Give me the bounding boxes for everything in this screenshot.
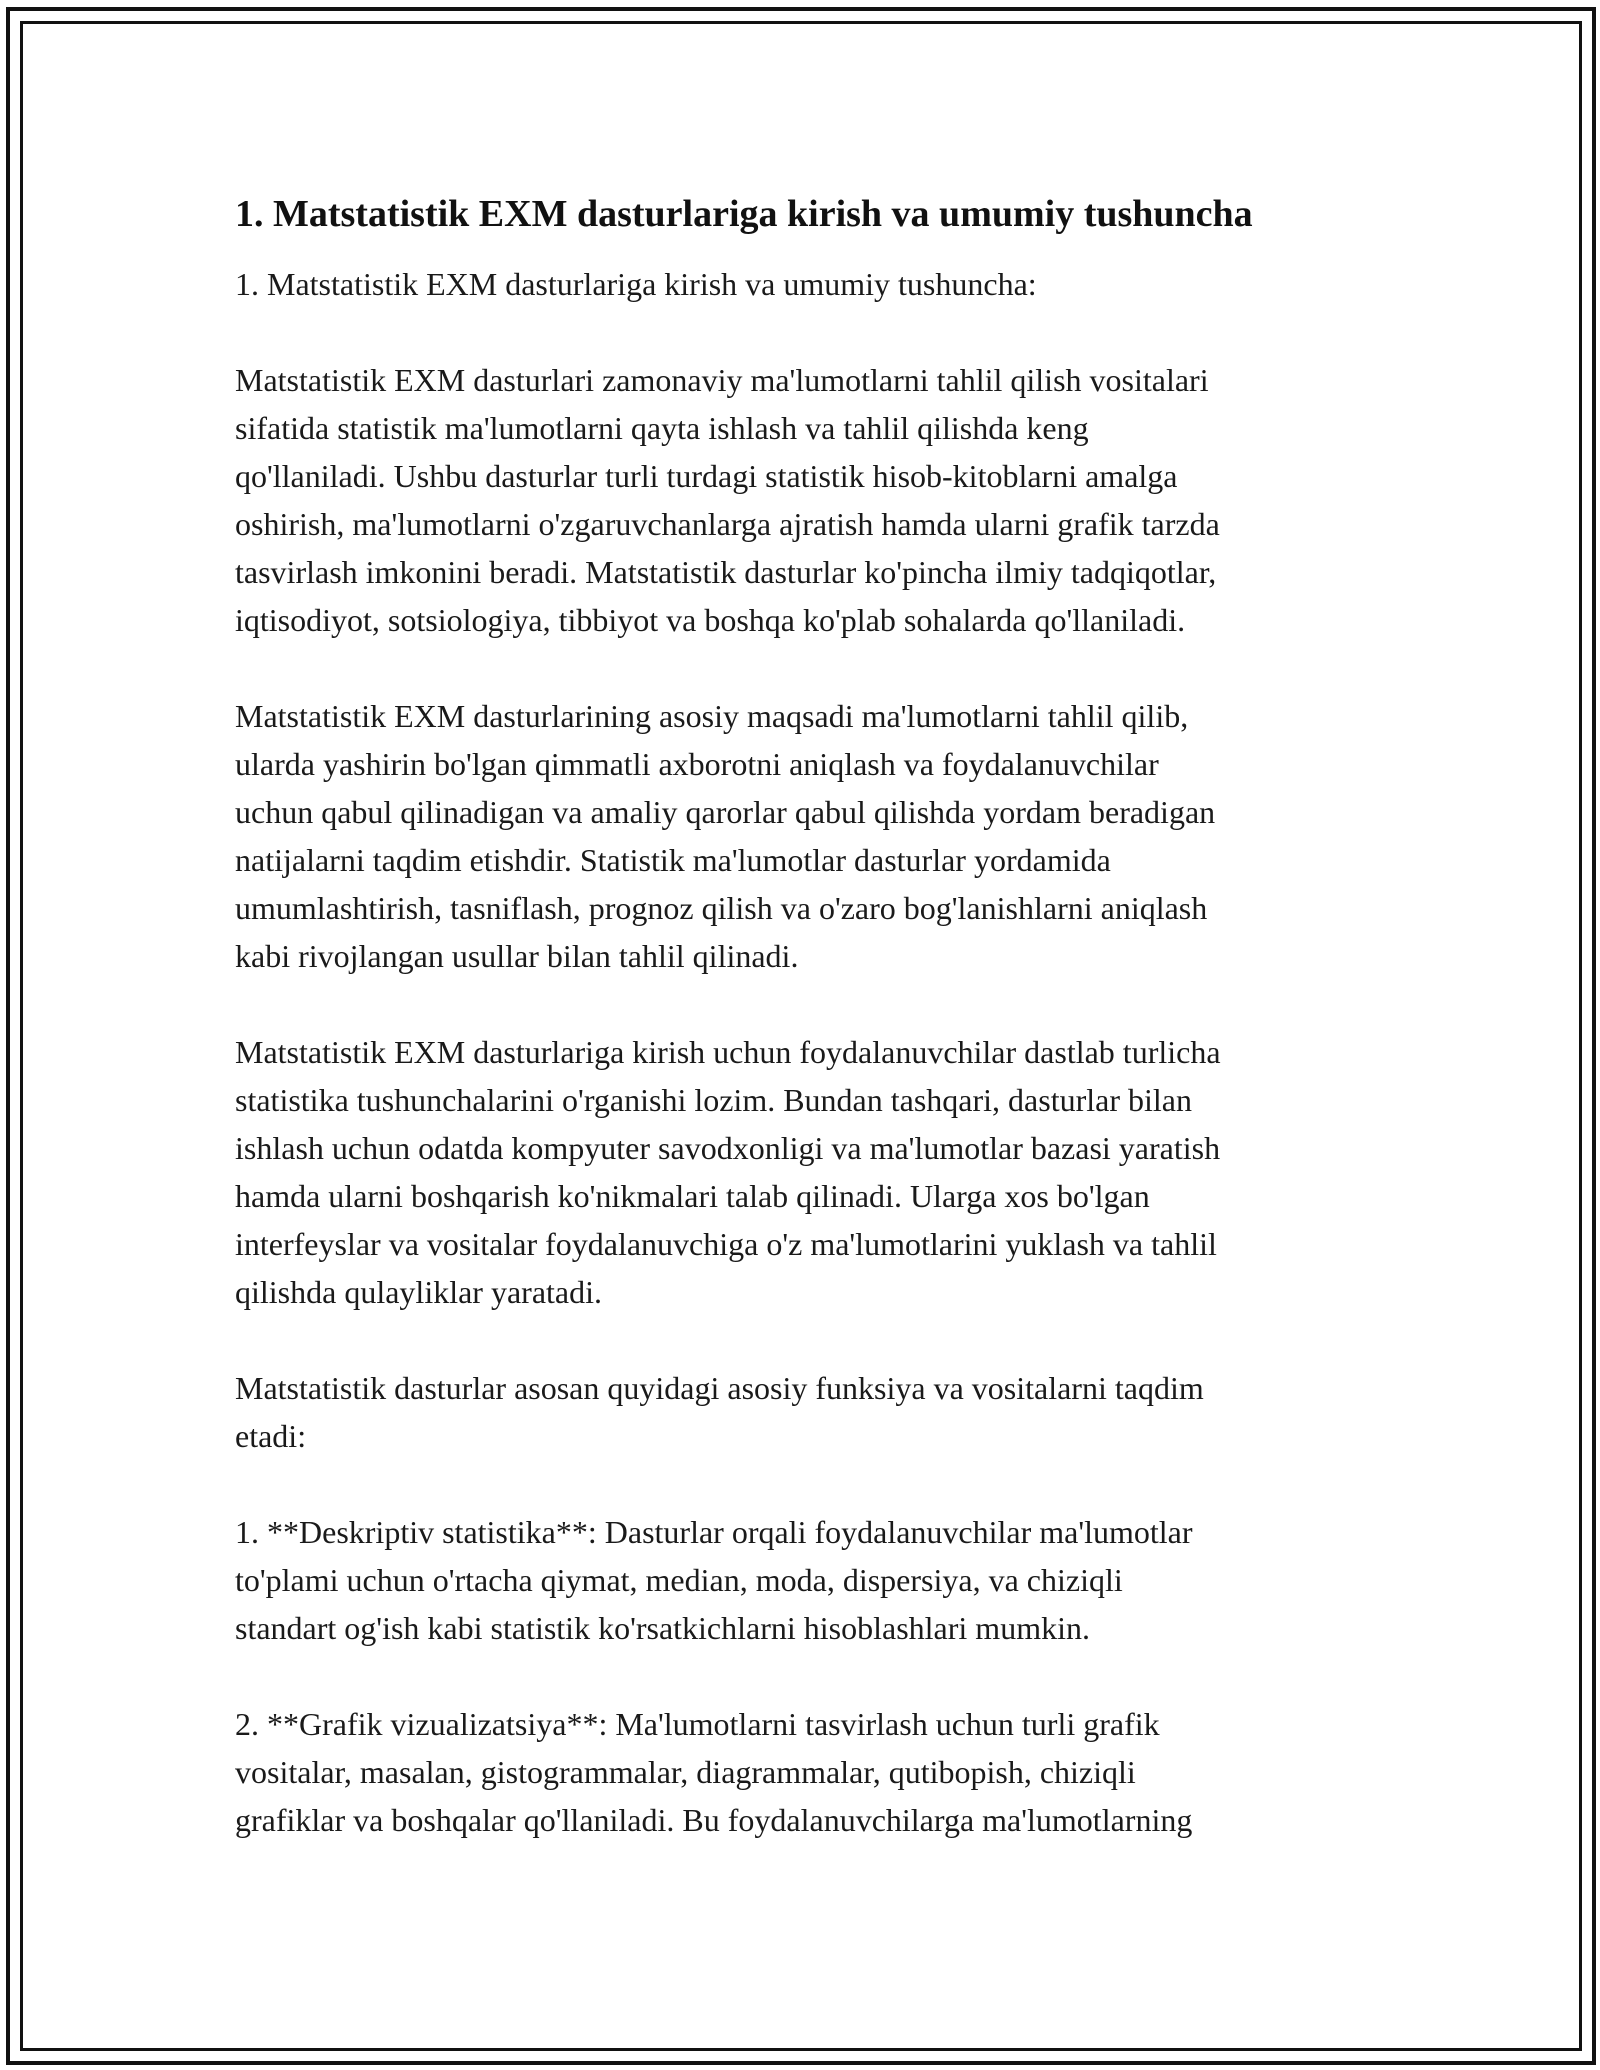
paragraph-purpose: Matstatistik EXM dasturlarining asosiy maqsadi ma'lumotlarni tahlil qilib, ularda yashirin bo'lgan qimmatli axborotni aniqlash va foydalanuvchilar uchun qabul qilinadigan va amaliy qarorlar qabul qilishda yordam beradigan natijalarni taqdim etishdir. Statistik ma'lumotlar dasturlar yordamida umumlashtirish, tasniflash, prognoz qilish va o'zaro bog'lanishlarni aniqlash kabi rivojlangan usullar bilan tahlil qilinadi. — [235, 698, 1216, 974]
document-body — [235, 188, 1375, 1892]
document-title: 1. Matstatistik EXM dasturlariga kirish va umumiy tushuncha — [235, 193, 1253, 235]
intro-line: 1. Matstatistik EXM dasturlariga kirish va umumiy tushuncha: — [235, 266, 1037, 302]
paragraph-functions-intro: Matstatistik dasturlar asosan quyidagi asosiy funksiya va vositalarni taqdim etadi: — [235, 1370, 1204, 1454]
paragraph-getting-started: Matstatistik EXM dasturlariga kirish uchun foydalanuvchilar dastlab turlicha statistika tushunchalarini o'rganishi lozim. Bundan tashqari, dasturlar bilan ishlash uchun odatda kompyuter savodxonligi va ma'lumotlar bazasi yaratish hamda ularni boshqarish ko'nikmalari talab qilinadi. Ularga xos bo'lgan interfeyslar va vositalar foydalanuvchiga o'z ma'lumotlarini yuklash va tahlil qilishda qulayliklar yaratadi. — [235, 1034, 1221, 1310]
list-item-descriptive-statistics: 1. **Deskriptiv statistika**: Dasturlar orqali foydalanuvchilar ma'lumotlar to'plami uchun o'rtacha qiymat, median, moda, dispersiya, va chiziqli standart og'ish kabi statistik ko'rsatkichlarni hisoblashlari mumkin. — [235, 1514, 1193, 1646]
list-item-graphic-visualization: 2. **Grafik vizualizatsiya**: Ma'lumotlarni tasvirlash uchun turli grafik vositalar, masalan, gistogrammalar, diagrammalar, qutibopish, chiziqli grafiklar va boshqalar qo'llaniladi. Bu foydalanuvchilarga ma'lumotlarning — [235, 1706, 1193, 1838]
paragraph-overview: Matstatistik EXM dasturlari zamonaviy ma'lumotlarni tahlil qilish vositalari sifatida statistik ma'lumotlarni qayta ishlash va tahlil qilishda keng qo'llaniladi. Ushbu dasturlar turli turdagi statistik hisob-kitoblarni amalga oshirish, ma'lumotlarni o'zgaruvchanlarga ajratish hamda ularni grafik tarzda tasvirlash imkonini beradi. Matstatistik dasturlar ko'pincha ilmiy tadqiqotlar, iqtisodiyot, sotsiologiya, tibbiyot va boshqa ko'plab sohalarda qo'llaniladi. — [235, 362, 1220, 638]
